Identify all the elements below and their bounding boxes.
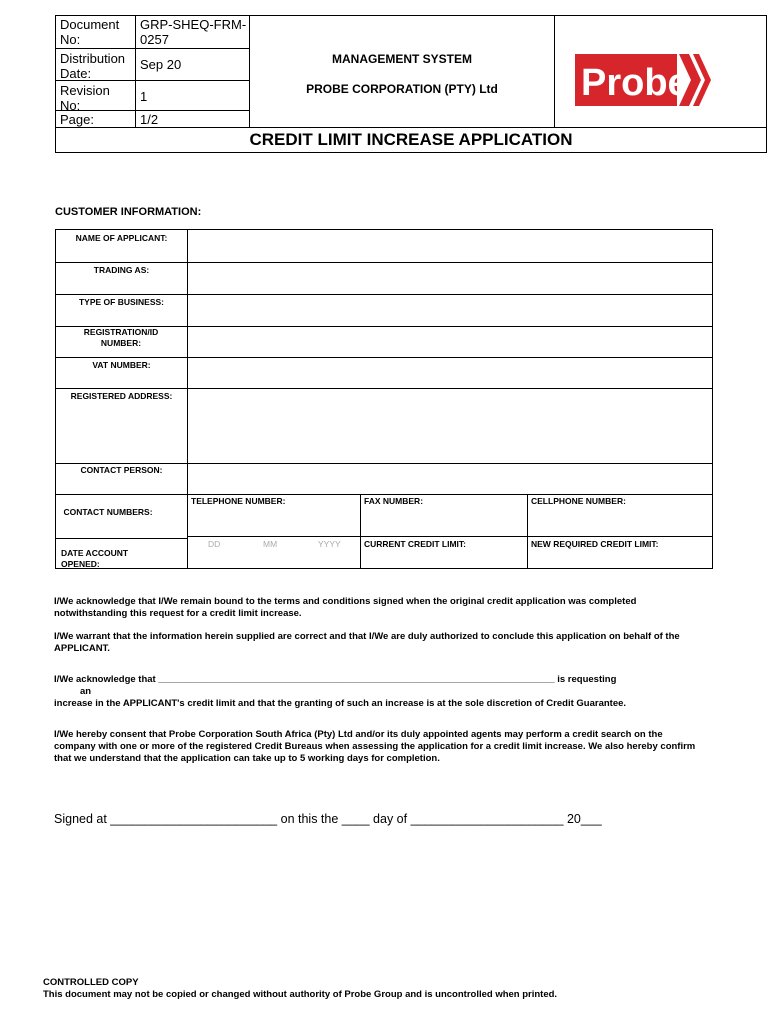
signature-line[interactable]: Signed at ________________________ on this the ____ day of ______________________ 20___ [54, 812, 602, 826]
declaration-paragraph-3-cont: an [80, 686, 92, 697]
label-current-credit-limit: CURRENT CREDIT LIMIT: [364, 539, 466, 549]
label-type-of-business: TYPE OF BUSINESS: [78, 297, 164, 307]
meta-value: 1 [140, 89, 148, 104]
label-vat-number: VAT NUMBER: [92, 360, 151, 370]
meta-value: Sep 20 [140, 57, 182, 72]
trading-as-field[interactable] [188, 263, 712, 294]
label-date-account-opened: DATE ACCOUNT OPENED: [61, 548, 129, 569]
company-name: PROBE CORPORATION (PTY) Ltd [306, 82, 498, 96]
label-new-credit-limit: NEW REQUIRED CREDIT LIMIT: [531, 539, 659, 549]
meta-key: Document No: [60, 17, 120, 47]
meta-key: Distribution Date: [60, 51, 126, 81]
registration-number-field[interactable] [188, 327, 712, 357]
meta-row-document-no [55, 15, 250, 49]
meta-row-revision-no [55, 81, 250, 111]
meta-value: GRP-SHEQ-FRM-0257 [140, 17, 247, 47]
meta-row-page [55, 111, 250, 128]
registered-address-field[interactable] [188, 389, 712, 463]
declaration-paragraph-3-end: increase in the APPLICANT's credit limit and that the granting of such an increase is at the sole discretion of Credit Guarantee. [54, 698, 627, 709]
label-registration-number: REGISTRATION/ID NUMBER: [83, 327, 159, 348]
form-title: CREDIT LIMIT INCREASE APPLICATION [55, 127, 767, 153]
declaration-paragraph-4: I/We hereby consent that Probe Corporation South Africa (Pty) Ltd and/or its duly appointed agents may perform a credit search on the company with one or more of the registered Credit Bureaus when assessing the application for a credit limit increase. We also hereby confirm that we understand that the application can take up to 5 working days for completion. [54, 729, 696, 764]
label-fax-number: FAX NUMBER: [364, 496, 424, 506]
declaration-paragraph-3: I/We acknowledge that ___________________________________________________________________________ is requesting [54, 674, 617, 685]
system-title: MANAGEMENT SYSTEM [331, 52, 472, 66]
meta-value: 1/2 [140, 112, 159, 127]
label-contact-numbers: CONTACT NUMBERS: [63, 507, 153, 517]
logo-text: Probe [581, 62, 689, 104]
meta-key: Revision No: [60, 83, 110, 113]
label-cellphone-number: CELLPHONE NUMBER: [531, 496, 626, 506]
contact-person-field[interactable] [188, 464, 712, 494]
customer-info-grid [55, 229, 713, 569]
label-registered-address: REGISTERED ADDRESS: [70, 391, 173, 401]
probe-logo [575, 52, 715, 108]
date-day-placeholder: DD [208, 539, 221, 549]
declaration-paragraph-2: I/We warrant that the information herein supplied are correct and that I/We are duly authorized to conclude this application on behalf of the APPLICANT. [54, 631, 680, 654]
footer-title: CONTROLLED COPY [43, 977, 139, 988]
section-title: CUSTOMER INFORMATION: [55, 206, 202, 218]
declaration-paragraph-1: I/We acknowledge that I/We remain bound to the terms and conditions signed when the original credit application was completed notwithstanding this request for a credit limit increase. [54, 596, 637, 619]
label-trading-as: TRADING AS: [93, 265, 150, 275]
label-telephone-number: TELEPHONE NUMBER: [191, 496, 286, 506]
date-year-placeholder: YYYY [318, 539, 341, 549]
label-contact-person: CONTACT PERSON: [80, 465, 163, 475]
label-name-of-applicant: NAME OF APPLICANT: [75, 233, 168, 243]
meta-row-distribution-date [55, 49, 250, 81]
vat-number-field[interactable] [188, 358, 712, 388]
meta-key: Page: [60, 112, 94, 127]
footer-notice: This document may not be copied or changed without authority of Probe Group and is uncontrolled when printed. [43, 989, 558, 1000]
document-meta-table [55, 15, 250, 128]
date-month-placeholder: MM [263, 539, 278, 549]
type-of-business-field[interactable] [188, 295, 712, 326]
name-of-applicant-field[interactable] [188, 230, 712, 262]
